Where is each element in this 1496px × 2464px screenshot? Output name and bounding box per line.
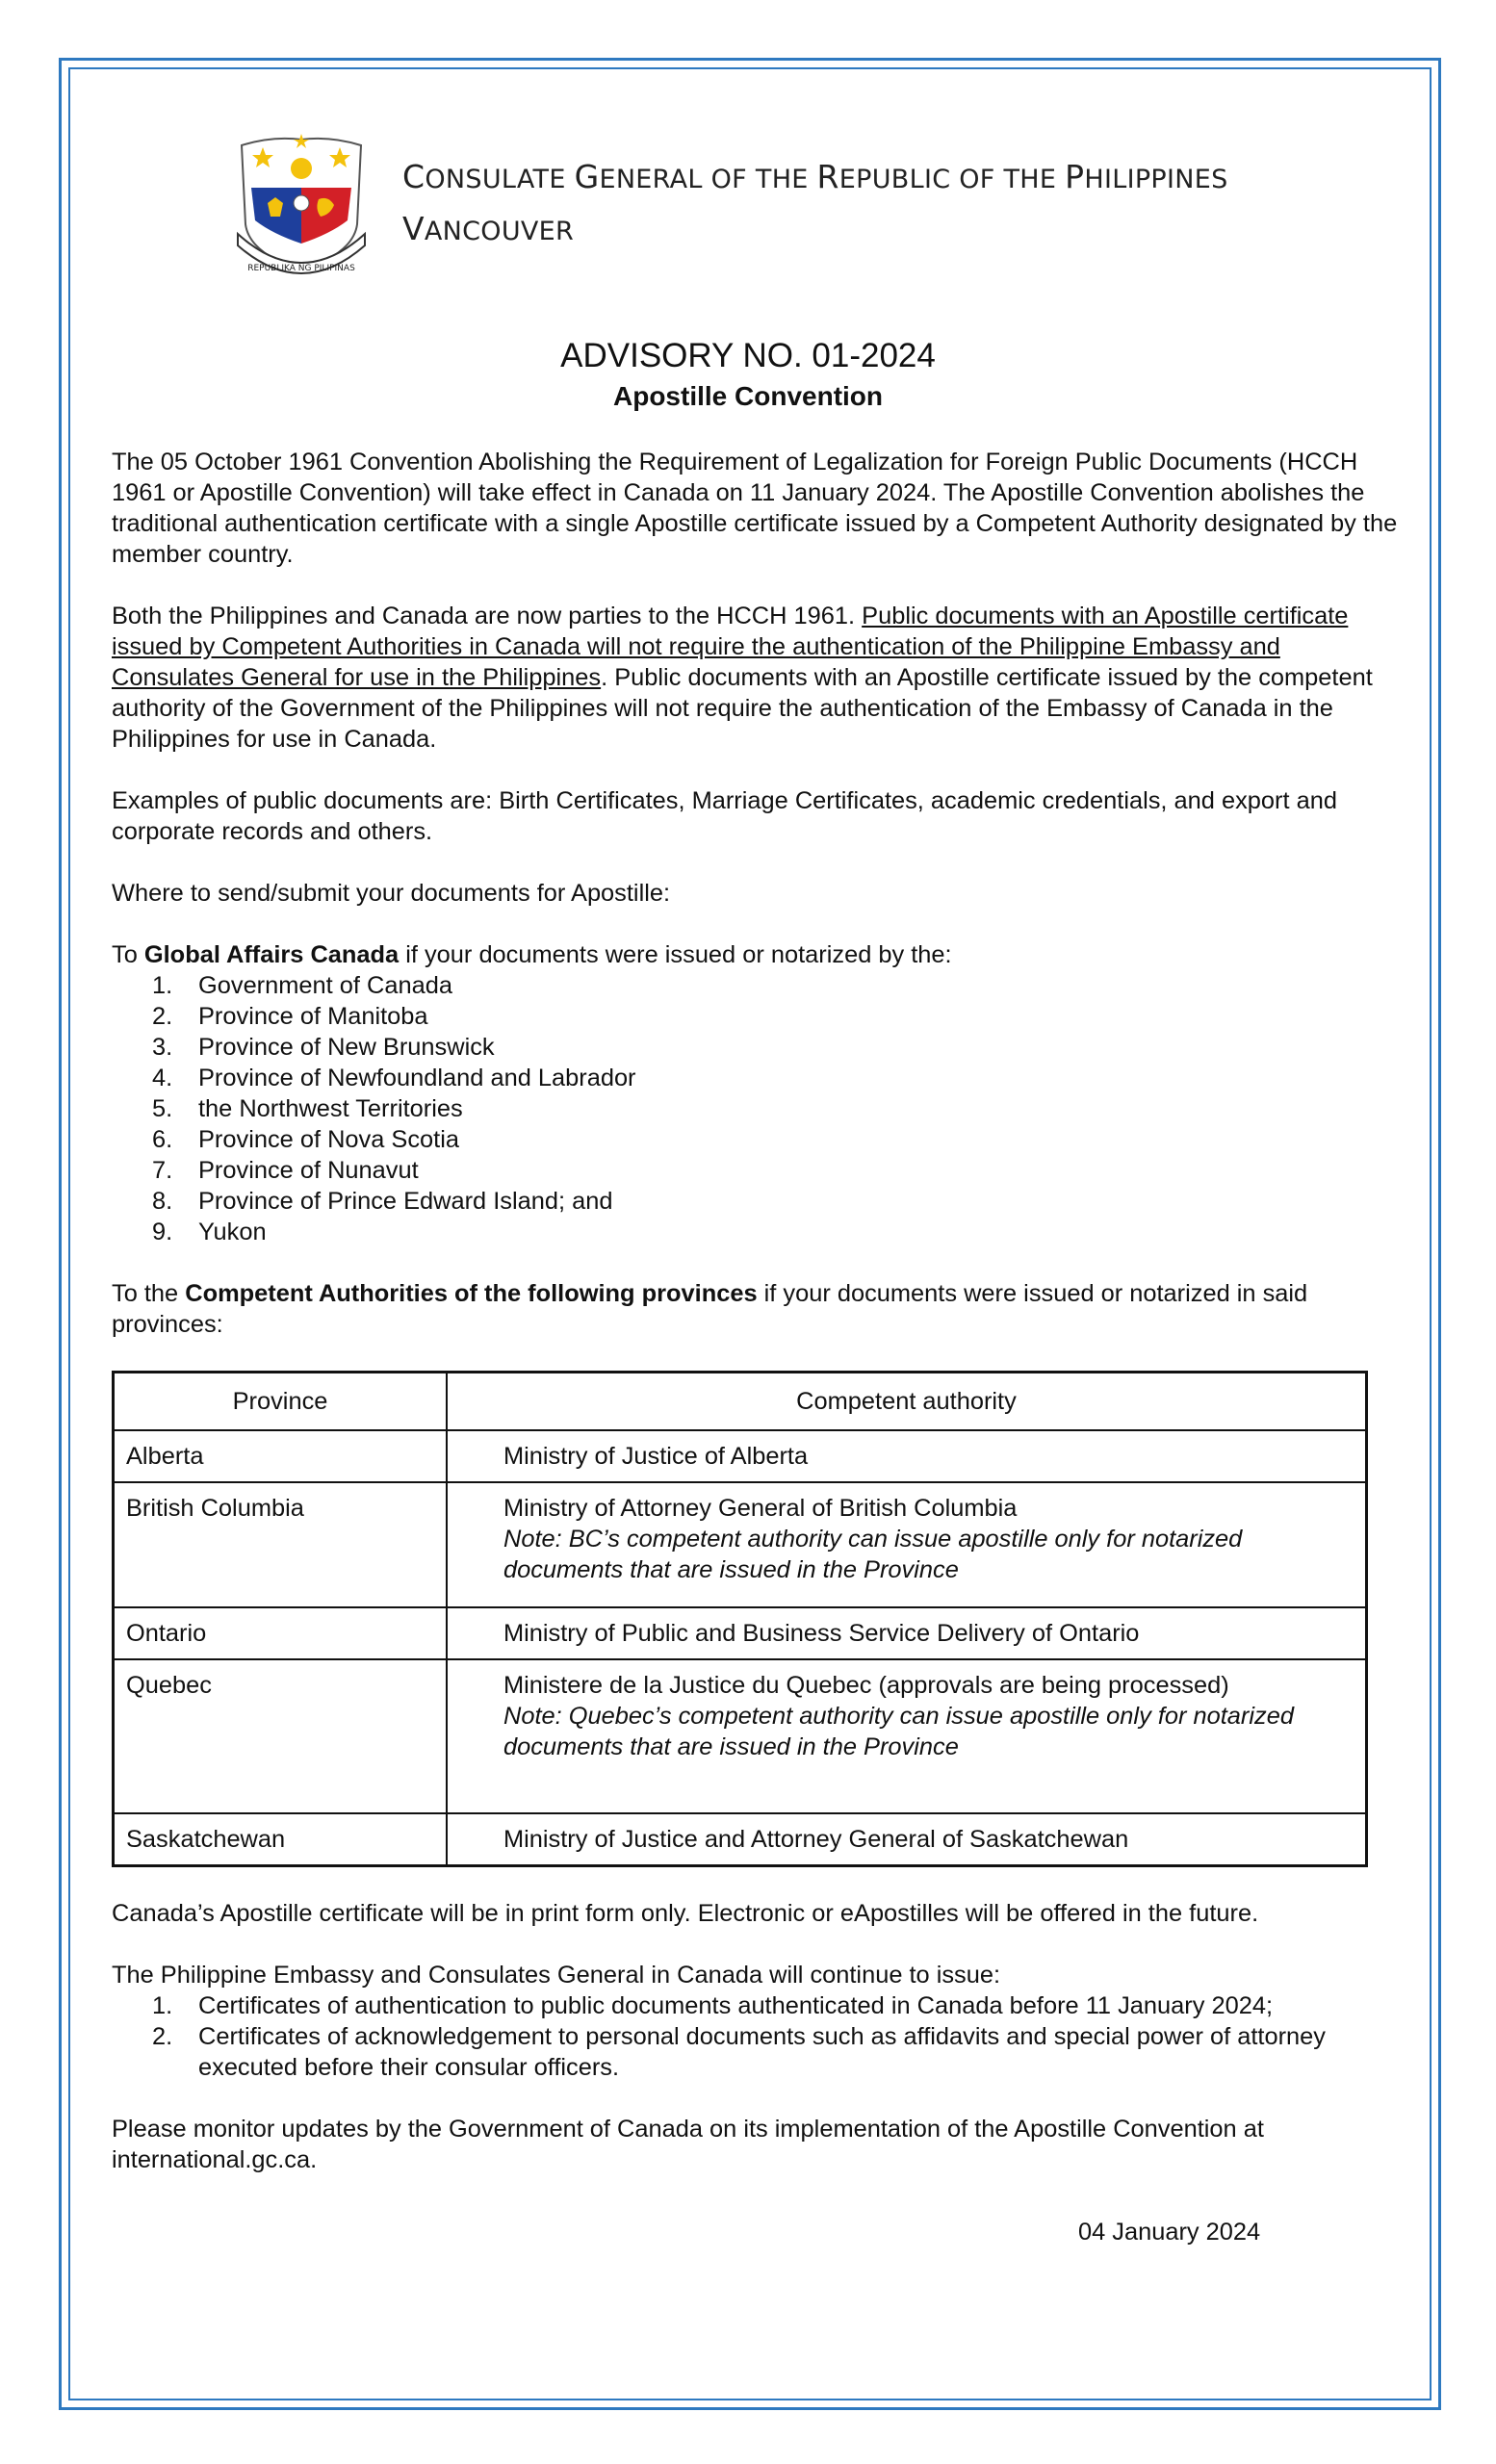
column-header-authority: Competent authority <box>447 1373 1367 1431</box>
column-header-province: Province <box>114 1373 448 1431</box>
advisory-body <box>112 447 1402 2206</box>
underlined-statement: Public documents with an Apostille certificate issued by Competent Authorities in Canada will not require the authentication of the Philippine Embassy and Consulates General for use in the Philippines <box>112 603 1349 691</box>
advisory-subtitle: Apostille Convention <box>613 381 883 411</box>
paragraph-competent-authorities: To the Competent Authorities of the following provinces if your documents were issued or notarized in said provinces: <box>112 1280 1308 1338</box>
paragraph-continue: The Philippine Embassy and Consulates General in Canada will continue to issue: <box>112 1962 1001 1989</box>
paragraph-print-form: Canada’s Apostille certificate will be in print form only. Electronic or eApostilles will be offered in the future. <box>112 1900 1259 1927</box>
list-item: 1. Certificates of authentication to public documents authenticated in Canada before 11 January 2024; <box>152 1992 1274 2019</box>
list-item: 6. Province of Nova Scotia <box>152 1126 459 1153</box>
table-row: Alberta Ministry of Justice of Alberta <box>114 1430 1367 1482</box>
table-note: Note: Quebec’s competent authority can issue apostille only for notarized documents that are issued in the Province <box>503 1703 1294 1760</box>
consulate-name-line2: VANCOUVER <box>402 210 575 247</box>
advisory-date: 04 January 2024 <box>1078 2219 1261 2246</box>
advisory-title: ADVISORY NO. 01-2024 <box>560 337 936 374</box>
table-row: British Columbia Ministry of Attorney General of British Columbia Note: BC’s competent authority can issue apostille only for notarized documents that are issued in the Province <box>114 1482 1367 1607</box>
paragraph-examples: Examples of public documents are: Birth Certificates, Marriage Certificates, academic credentials, and export and corporate records and others. <box>112 787 1337 845</box>
list-item: 4. Province of Newfoundland and Labrador <box>152 1065 636 1091</box>
list-item: 8. Province of Prince Edward Island; and <box>152 1188 613 1215</box>
global-affairs-list <box>112 970 1402 1247</box>
paragraph-monitor: Please monitor updates by the Government of Canada on its implementation of the Apostille Convention at international.gc.ca. <box>112 2116 1264 2173</box>
table-row: Ontario Ministry of Public and Business Service Delivery of Ontario <box>114 1607 1367 1659</box>
table-row: Quebec Ministere de la Justice du Quebec (approvals are being processed) Note: Quebec’s competent authority can issue apostille only for notarized documents that are issued in the Province <box>114 1659 1367 1813</box>
list-item: 9. Yukon <box>152 1219 267 1245</box>
list-item: 2. Certificates of acknowledgement to personal documents such as affidavits and special power of attorney executed before their consular officers. <box>152 2023 1326 2081</box>
table-note: Note: BC’s competent authority can issue apostille only for notarized documents that are issued in the Province <box>503 1526 1243 1583</box>
philippine-seal-icon <box>234 128 369 284</box>
consulate-name-line1: CONSULATE GENERAL OF THE REPUBLIC OF THE PHILIPPINES <box>402 158 1228 195</box>
list-item: 3. Province of New Brunswick <box>152 1034 495 1061</box>
seal-text: REPUBLIKA NG PILIPINAS <box>247 264 355 273</box>
list-item: 7. Province of Nunavut <box>152 1157 419 1184</box>
paragraph-parties: Both the Philippines and Canada are now parties to the HCCH 1961. Public documents with an Apostille certificate issued by Competent Authorities in Canada will not require the authentication of the Philippine Embassy and Consulates General for use in the Philippines. Public documents with an Apostille certificate issued by the competent authority of the Government of the Philippines will not require the authentication of the Embassy of Canada in the Philippines for use in Canada. <box>112 603 1373 753</box>
list-item: 5. the Northwest Territories <box>152 1095 463 1122</box>
list-item: 2. Province of Manitoba <box>152 1003 428 1030</box>
table-header-row <box>114 1373 1367 1431</box>
paragraph-global-affairs: To Global Affairs Canada if your documents were issued or notarized by the: <box>112 941 952 968</box>
paragraph-convention: The 05 October 1961 Convention Abolishing the Requirement of Legalization for Foreign Public Documents (HCCH 1961 or Apostille Convention) will take effect in Canada on 11 January 2024. The Apostille Convention abolishes the traditional authentication certificate with a single Apostille certificate issued by a Competent Authority designated by the member country. <box>112 449 1398 568</box>
competent-authority-table <box>112 1371 1368 1867</box>
list-item: 1. Government of Canada <box>152 972 452 999</box>
continue-list <box>112 1990 1402 2083</box>
paragraph-where-to-send: Where to send/submit your documents for Apostille: <box>112 880 671 907</box>
table-row: Saskatchewan Ministry of Justice and Attorney General of Saskatchewan <box>114 1813 1367 1866</box>
consulate-name <box>402 152 1228 256</box>
